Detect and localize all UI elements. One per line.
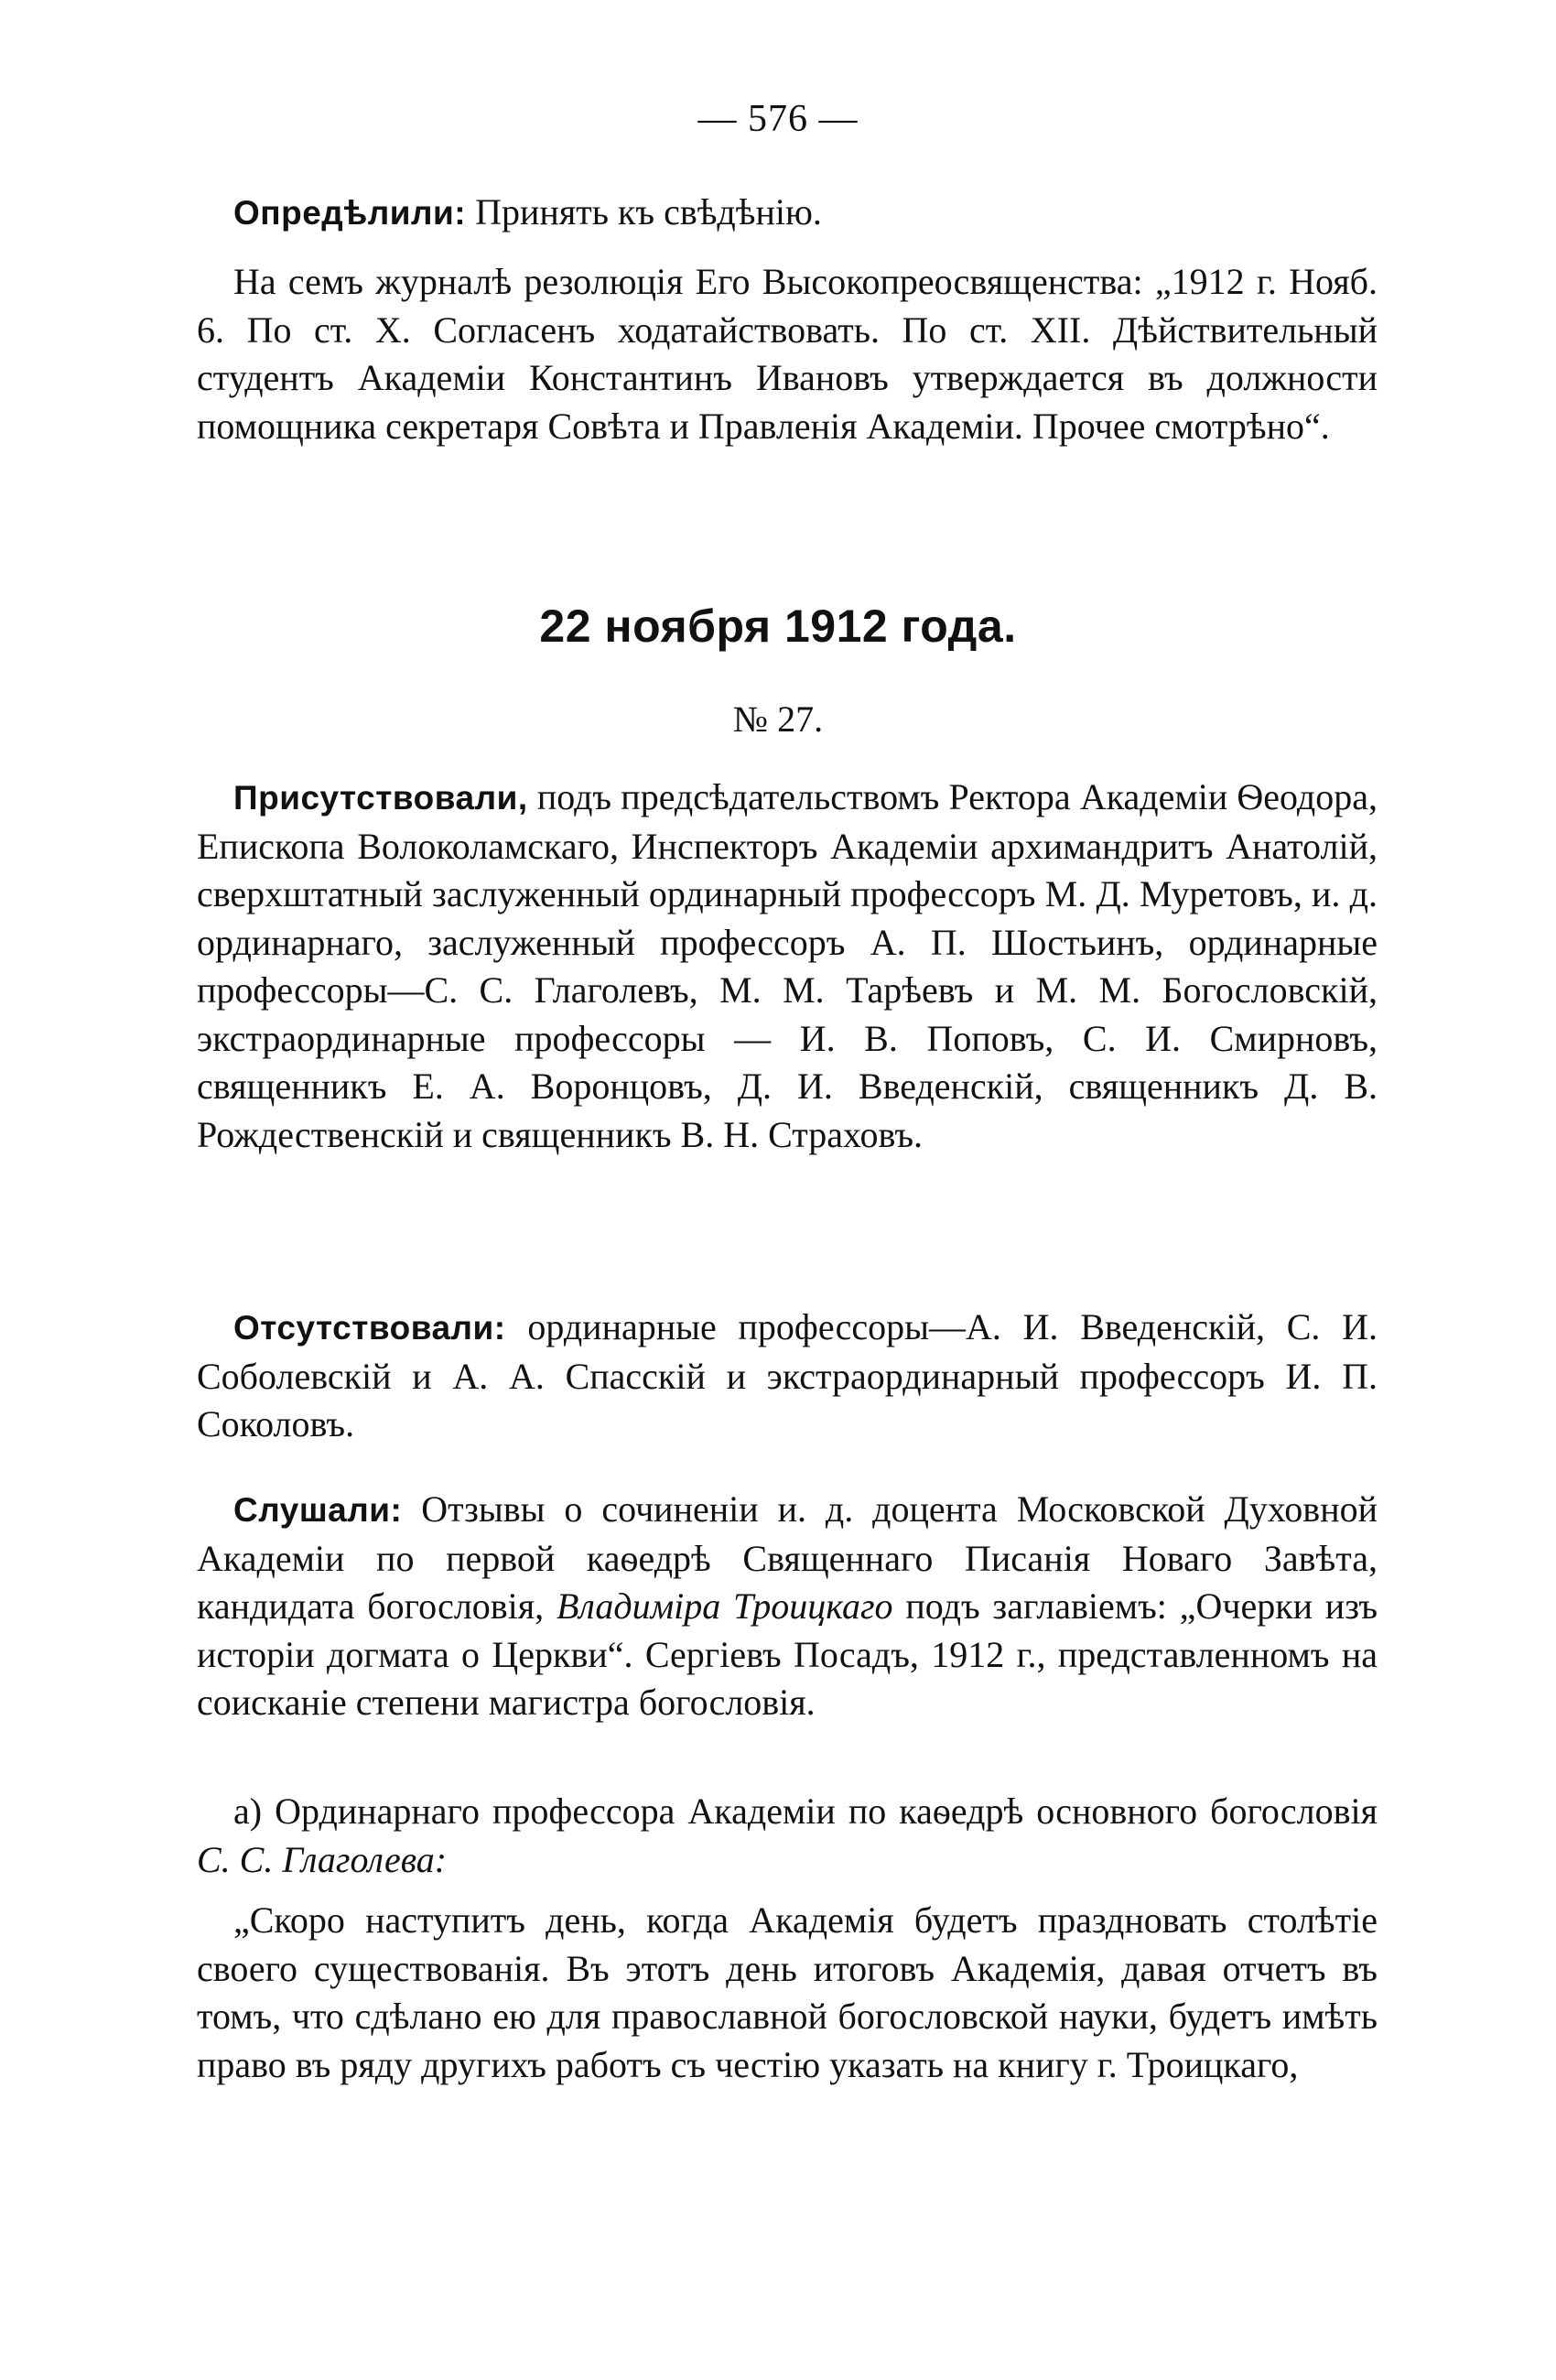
present-text: подъ предсѣдательствомъ Ректора Академіи Ѳеодора, Епископа Волоколамскаго, Инспекторъ Академіи архимандритъ Анатолій, сверхштатный заслуженный ординарный профессоръ М. Д. Муретовъ, и. д. ординарнаго, заслуженный профессоръ А. П. Шостьинъ, ординарные профессоры—С. С. Глаголевъ, М. М. Тарѣевъ и М. М. Богословскій, экстраординарные профессоры — И. В. Поповъ, С. И. Смирновъ, священникъ Е. А. Воронцовъ, Д. И. Введенскій, священникъ Д. В. Рождественскій и священникъ В. Н. Страховъ. xyxy=(197,776,1378,1155)
journal-number: № 27. xyxy=(732,698,824,740)
present-paragraph xyxy=(197,774,1378,1159)
review-a-paragraph xyxy=(197,1788,1378,1884)
determined-label: Опредѣлили: xyxy=(233,194,467,232)
page-number: — 576 — xyxy=(697,98,859,140)
absent-paragraph xyxy=(197,1304,1378,1449)
date-heading: 22 ноября 1912 года. xyxy=(539,600,1017,652)
absent-label: Отсутствовали: xyxy=(233,1309,506,1347)
author-name: Владиміра Троицкаго xyxy=(556,1585,893,1627)
absent-text: ординарные профессоры—А. И. Введенскій, С. И. Соболевскій и А. А. Спасскій и экстраординарный профессоръ И. П. Соколовъ. xyxy=(197,1306,1378,1444)
review-quote-paragraph xyxy=(197,1897,1378,2089)
heard-text-before: Отзывы о сочиненіи и. д. доцента Московской Духовной Академіи по первой каѳедрѣ Священнаго Писанія Новаго Завѣта, кандидата богословія, xyxy=(197,1488,1378,1627)
heard-label: Слушали: xyxy=(233,1491,403,1529)
resolution-paragraph xyxy=(197,189,1378,238)
determined-text: Принять къ свѣдѣнію. xyxy=(475,191,822,233)
review-quote-text: „Скоро наступитъ день, когда Академія будетъ праздновать столѣтіе своего существованія. Въ этотъ день итоговъ Академія, давая отчетъ въ томъ, что сдѣлано ею для православной богословской науки, будетъ имѣть право въ ряду другихъ работъ съ честію указать на книгу г. Троицкаго, xyxy=(197,1899,1378,2085)
present-label: Присутствовали, xyxy=(233,779,528,817)
reviewer-name: С. С. Глаголева: xyxy=(197,1838,448,1880)
resolution-note-text: На семъ журналѣ резолюція Его Высокопреосвященства: „1912 г. Нояб. 6. По ст. X. Согласенъ ходатайствовать. По ст. XII. Дѣйствительный студентъ Академіи Константинъ Ивановъ утверждается въ должности помощника секретаря Совѣта и Правленія Академіи. Прочее смотрѣно“. xyxy=(197,261,1378,447)
review-a-text: а) Ординарнаго профессора Академіи по каѳедрѣ основного богословія xyxy=(233,1790,1378,1832)
resolution-note-paragraph xyxy=(197,258,1378,450)
heard-paragraph xyxy=(197,1486,1378,1727)
heard-text-after: подъ заглавіемъ: „Очерки изъ исторіи догмата о Церкви“. Сергіевъ Посадъ, 1912 г., представленномъ на соисканіе степени магистра богословія. xyxy=(197,1585,1378,1723)
